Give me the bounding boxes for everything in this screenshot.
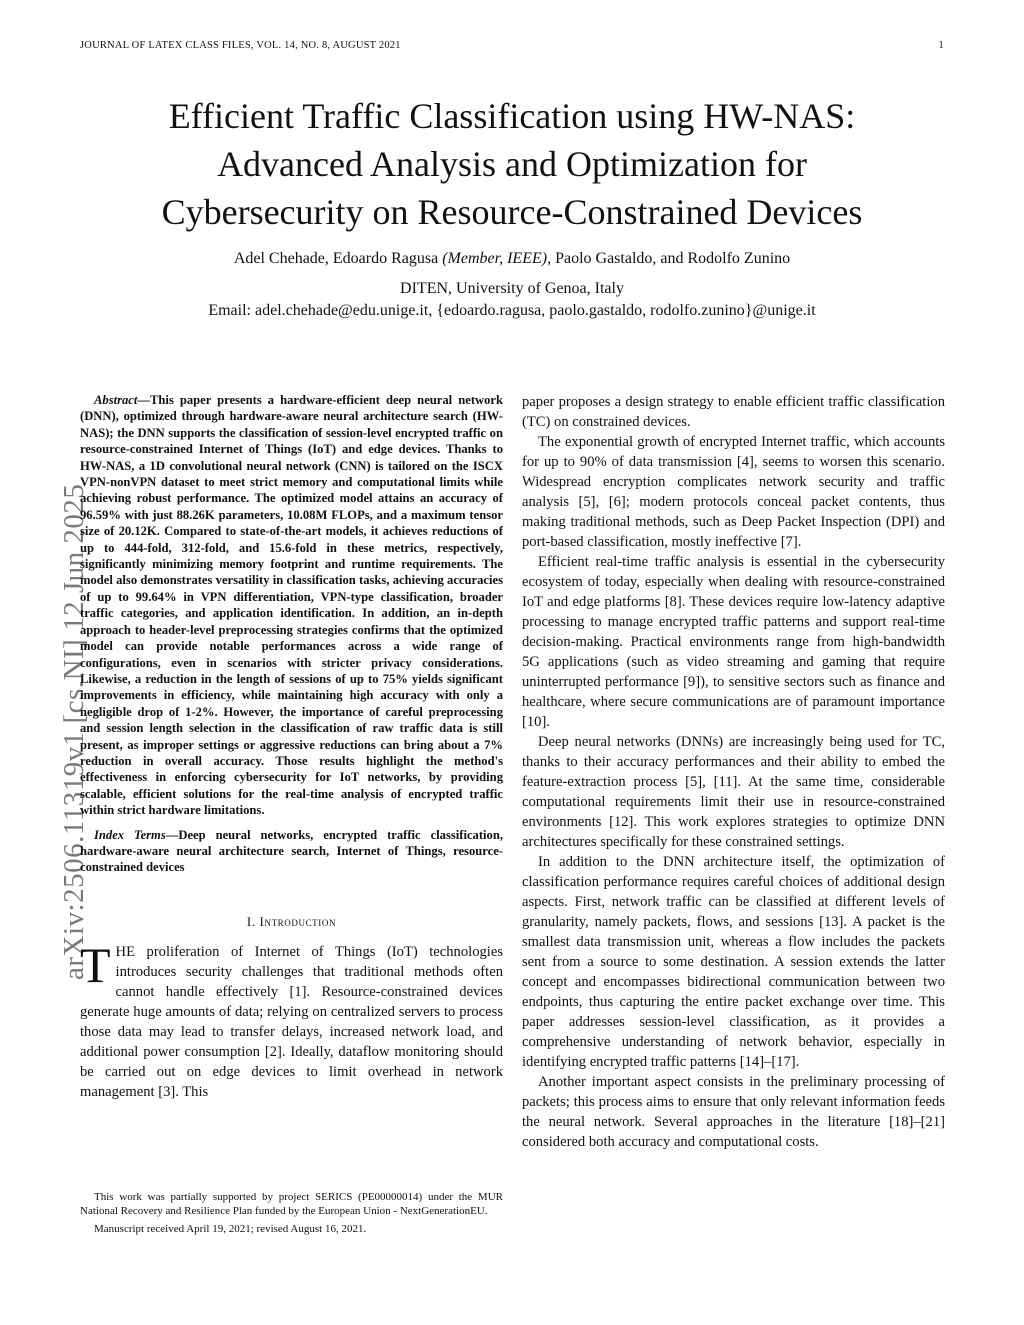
title-line-2: Advanced Analysis and Optimization for (217, 144, 807, 184)
section-title: Introduction (259, 913, 337, 929)
affiliation: DITEN, University of Genoa, Italy (400, 280, 624, 297)
left-column (80, 392, 503, 1102)
intro-lead-word: HE (115, 943, 136, 960)
index-terms-text: —Deep neural networks, encrypted traffic classification, hardware-aware neural architecture search, Internet of Things, resource-constrained devices (80, 827, 503, 875)
intro-paragraph (80, 936, 503, 1102)
author-membership: (Member, IEEE), (442, 250, 552, 267)
abstract-text: —This paper presents a hardware-efficient deep neural network (DNN), optimized through hardware-aware neural architecture search (HW-NAS); the DNN supports the classification of session-level encrypted traffic on resource-constrained Internet of Things (IoT) and edge devices. Thanks to HW-NAS, a 1D convolutional neural network (CNN) is tailored on the ISCX VPN-nonVPN dataset to meet strict memory and computational limits while achieving robust performance. The optimized model attains an accuracy of 96.59% with just 88.26K parameters, 10.08M FLOPs, and a maximum tensor size of 20.12K. Compared to state-of-the-art models, it achieves reductions of up to 444-fold, 312-fold, and 15.6-fold in these metrics, respectively, significantly minimizing memory footprint and runtime requirements. The model also demonstrates versatility in classification tasks, achieving accuracies of up to 99.64% in VPN differentiation, VPN-type classification, broader traffic categories, and application identification. In addition, an in-depth approach to header-level preprocessing strategies confirms that the optimized model can provide notable performances across a wide range of configurations, even in scenarios with stricter privacy considerations. Likewise, a reduction in the length of sessions of up to 75% yields significant improvements in efficiency, while maintaining high accuracy with only a negligible drop of 1-2%. However, the importance of careful preprocessing and session length selection in the classification of raw traffic data is still present, as improper settings or aggressive reductions can bring about a 7% reduction in overall accuracy. Those results highlight the method's effectiveness in enforcing cybersecurity for IoT networks, by providing scalable, efficient solutions for the real-time analysis of encrypted traffic within strict hardware limitations. (80, 393, 503, 818)
running-header (80, 40, 944, 56)
paragraph-2: The exponential growth of encrypted Internet traffic, which accounts for up to 90% of data transmission [4], seems to worsen this scenario. Widespread encryption complicates network security and traffic analysis [5], [6]; modern protocols conceal packet contents, thus making traditional methods, such as Deep Packet Inspection (DPI) and port-based classification, mostly ineffective [7]. (522, 434, 945, 550)
page-number: 1 (938, 40, 944, 51)
authors-part-2: Paolo Gastaldo, and Rodolfo Zunino (551, 250, 791, 267)
index-terms (80, 827, 503, 876)
authors-part-1: Adel Chehade, Edoardo Ragusa (233, 250, 443, 267)
section-number: I. (246, 913, 260, 929)
paragraph-6: Another important aspect consists in the preliminary processing of packets; this process aims to ensure that only relevant information feeds the neural network. Several approaches in the literature [18]–[21] considered both accuracy and computational costs. (522, 1074, 945, 1150)
title-block (60, 92, 964, 322)
paragraph-5: In addition to the DNN architecture itself, the optimization of classification performance requires careful choices of additional design aspects. First, network traffic can be classified at different levels of granularity, namely packets, flows, and sessions [13]. A packet is the smallest data transmission unit, whereas a flow includes the packets sent from a source to some destination. A session extends the latter concept and encompasses bidirectional communication between two endpoints, thus capturing the entire packet exchange over time. This paper addresses session-level classification, as it provides a comprehensive understanding of network behavior, especially in identifying encrypted traffic patterns [14]–[17]. (522, 854, 945, 1070)
abstract (80, 392, 503, 819)
funding-footnote: This work was partially supported by project SERICS (PE00000014) under the MUR National Recovery and Resilience Plan funded by the European Union - NextGenerationEU. (80, 1191, 503, 1218)
arxiv-identifier: arXiv:2506.11319v1 [cs.NI] 12 Jun 2025 (58, 483, 90, 980)
section-heading-introduction (80, 914, 503, 930)
abstract-label: Abstract (94, 393, 138, 407)
index-terms-label: Index Terms (94, 827, 166, 842)
manuscript-footnote: Manuscript received April 19, 2021; revised August 16, 2021. (94, 1222, 367, 1235)
title-line-1: Efficient Traffic Classification using HW-NAS: (168, 96, 856, 136)
email-line: Email: adel.chehade@edu.unige.it, {edoardo.ragusa, paolo.gastaldo, rodolfo.zunino}@unige.it (208, 302, 816, 319)
author-list (60, 248, 964, 270)
title-line-3: Cybersecurity on Resource-Constrained Devices (161, 192, 863, 232)
paragraph-1: paper proposes a design strategy to enable efficient traffic classification (TC) on constrained devices. (522, 394, 945, 430)
intro-text: proliferation of Internet of Things (IoT) technologies introduces security challenges that traditional methods often cannot handle effectively [1]. Resource-constrained devices generate huge amounts of data; relying on centralized servers to process those data may lead to transfer delays, increased network load, and additional power consumption [2]. Ideally, dataflow monitoring should be carried out on edge devices to limit overhead in network management [3]. This (80, 943, 503, 1100)
arxiv-stamp (20, 380, 90, 980)
right-column (522, 392, 945, 1152)
journal-header: JOURNAL OF LATEX CLASS FILES, VOL. 14, NO. 8, AUGUST 2021 (80, 40, 401, 51)
drop-cap: T (80, 936, 111, 993)
paragraph-3: Efficient real-time traffic analysis is essential in the cybersecurity ecosystem of today, especially when dealing with resource-constrained IoT and edge platforms [8]. These devices require low-latency adaptive processing to manage encrypted traffic patterns and support real-time decision-making. Practical environments range from high-bandwidth 5G applications (such as video streaming and gaming that require uninterrupted performance [9]), to sensitive sectors such as finance and healthcare, where secure communications are of paramount importance [10]. (522, 554, 945, 730)
paper-title (60, 92, 964, 236)
footnotes (80, 1190, 503, 1239)
paragraph-4: Deep neural networks (DNNs) are increasingly being used for TC, thanks to their accuracy performances and their ability to embed the feature-extraction process [5], [11]. At the same time, considerable computational requirements limit their use in resource-constrained environments [12]. This work explores strategies to optimize DNN architectures specifically for these constrained settings. (522, 734, 945, 850)
